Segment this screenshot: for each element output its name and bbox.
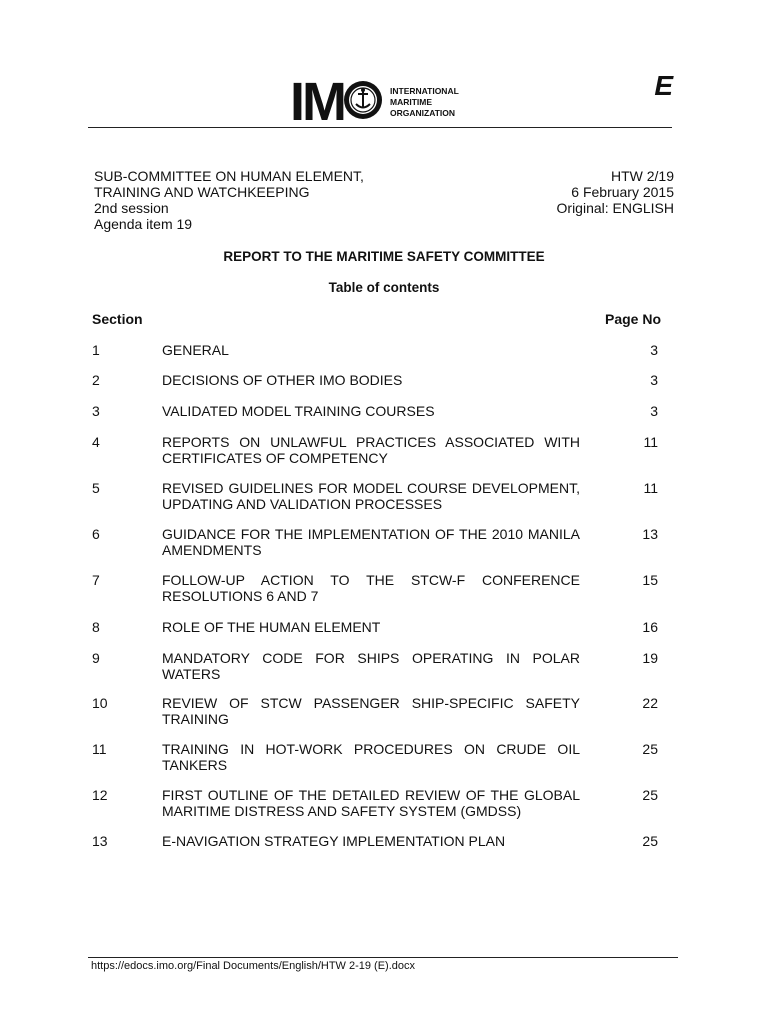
- document-page: IM INTERNATIONAL MARITIME ORGANIZATION E SUB-COMMITTEE ON HUMAN ELEMENT, TRAINING AND WATCHKEEPING 2nd session Agenda item 19 HTW 2/19 6 February 2015 Original: ENGLISH REPORT TO THE MARITIME SAFETY COMMITTEE Table of contents Section Page No 1 GENERAL 3 2 DECISIONS OF OTHER IMO BODIES 3 3 VALIDATED MODEL TRAINING COURSES 3 4 REPORTS ON UNLAWFUL PRACTICES ASSOCIATED WITH CERTIFICATES OF COMPETENCY 11 5 REVISED GUIDELINES FOR MODEL COURSE DEVELOPMENT, UPDATING AND VALIDATION PROCESSES 11 6 GUIDANCE FOR THE IMPLEMENTATION OF THE 2010 MANILA AMENDMENTS 13 7 FOLLOW-UP ACTION TO THE STCW-F CONFERENCE RESOLUTIONS 6 AND 7 15 8 ROLE OF THE HUMAN ELEMENT 16 9 MANDATORY CODE FOR SHIPS OPERATING IN POLAR WATERS 19 10 REVIEW OF STCW PASSENGER SHIP-SPECIFIC SAFETY TRAINING 22 11 TRAINING IN HOT-WORK PROCEDURES ON CRUDE OIL TANKERS 25 12 FIRST OUTLINE OF THE DETAILED REVIEW OF THE GLOBAL MARITIME DISTRESS AND SAFETY SYSTEM (GMDSS) 25 13 E-NAVIGATION STRATEGY IMPLEMENTATION PLAN 25 https://edocs.imo.org/Final Documents/English/HTW 2-19 (E).docx: [0, 0, 768, 1024]
- imo-logo: [290, 72, 459, 132]
- language-mark: E: [654, 70, 673, 101]
- footer-divider: [88, 957, 678, 958]
- document-info: HTW 2/19 6 February 2015 Original: ENGLISH: [556, 168, 674, 216]
- report-title: REPORT TO THE MARITIME SAFETY COMMITTEE: [223, 249, 545, 264]
- logo-letters: IM: [290, 80, 382, 124]
- imo-emblem-icon: [343, 80, 383, 120]
- footer-file-path: https://edocs.imo.org/Final Documents/English/HTW 2-19 (E).docx: [91, 960, 416, 972]
- header-divider: [88, 127, 672, 128]
- logo-mark: [290, 72, 382, 132]
- org-name: INTERNATIONAL MARITIME ORGANIZATION: [390, 85, 459, 118]
- section-column-header: Section: [92, 311, 143, 327]
- page-column-header: Page No: [604, 311, 661, 327]
- committee-info: SUB-COMMITTEE ON HUMAN ELEMENT, TRAINING AND WATCHKEEPING 2nd session Agenda item 19: [94, 168, 364, 232]
- toc-title: Table of contents: [328, 280, 440, 295]
